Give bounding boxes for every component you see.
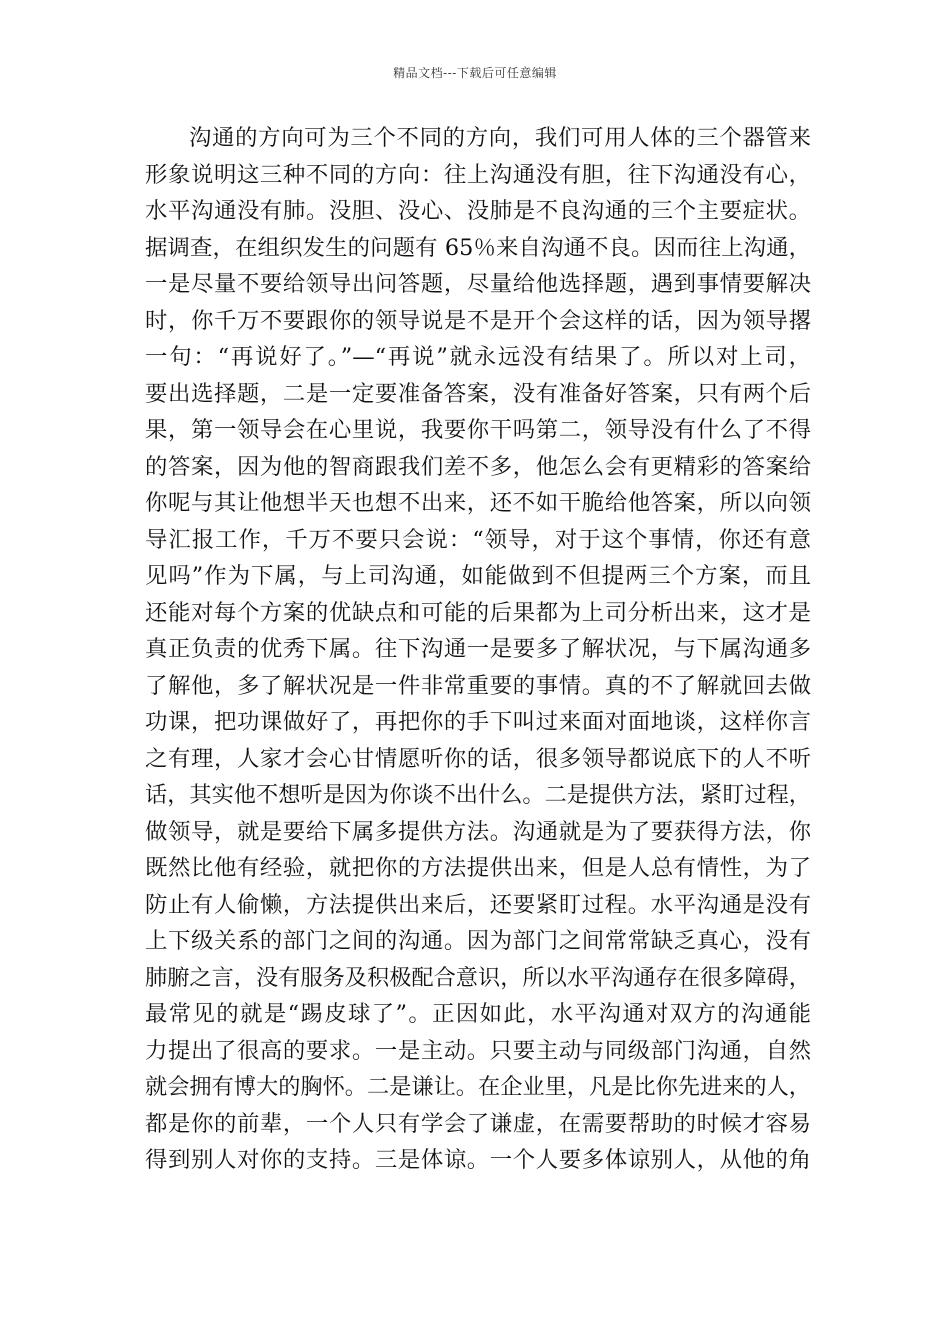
- text-line: 果，第一领导会在心里说，我要你干吗第二，领导没有什么了不得: [145, 417, 811, 443]
- text-line: 形象说明这三种不同的方向：往上沟通没有胆，往下沟通没有心，: [145, 161, 811, 188]
- text-line: 防止有人偷懒，方法提供出来后，还要紧盯过程。水平沟通是没有: [145, 891, 811, 918]
- text-line: 还能对每个方案的优缺点和可能的后果都为上司分析出来，这才是: [145, 599, 811, 626]
- body-paragraph: [145, 120, 811, 1179]
- text-line: 沟通的方向可为三个不同的方向，我们可用人体的三个器管来: [189, 125, 811, 151]
- header-note: 精品文档---下载后可任意编辑: [393, 66, 557, 80]
- text-line: 要出选择题，二是一定要准备答案，没有准备好答案，只有两个后: [145, 380, 811, 407]
- text-line: 就会拥有博大的胸怀。二是谦让。在企业里，凡是比你先进来的人，: [145, 1074, 811, 1100]
- text-line: 力提出了很高的要求。一是主动。只要主动与同级部门沟通，自然: [145, 1037, 811, 1064]
- text-line: 既然比他有经验，就把你的方法提供出来，但是人总有情性，为了: [145, 855, 811, 881]
- text-line: 一句：“再说好了。”—“再说”就永远没有结果了。所以对上司，: [145, 344, 811, 370]
- text-line: 你呢与其让他想半天也想不出来，还不如干脆给他答案，所以向领: [145, 490, 811, 516]
- text-line: 上下级关系的部门之间的沟通。因为部门之间常常缺乏真心，没有: [145, 928, 811, 954]
- text-line: 话，其实他不想听是因为你谈不出什么。二是提供方法，紧盯过程，: [145, 782, 811, 808]
- text-line: 真正负责的优秀下属。往下沟通一是要多了解状况，与下属沟通多: [145, 636, 811, 662]
- text-line: 功课，把功课做好了，再把你的手下叫过来面对面地谈，这样你言: [145, 709, 811, 735]
- text-line: 最常见的就是“踢皮球了”。正因如此，水平沟通对双方的沟通能: [145, 1001, 811, 1027]
- text-line: 之有理，人家才会心甘情愿听你的话，很多领导都说底下的人不听: [145, 745, 811, 772]
- text-line: 都是你的前辈，一个人只有学会了谦虚，在需要帮助的时候才容易: [145, 1110, 811, 1137]
- text-line: 的答案，因为他的智商跟我们差不多，他怎么会有更精彩的答案给: [145, 453, 811, 480]
- text-line: 肺腑之言，没有服务及积极配合意识，所以水平沟通存在很多障碍，: [145, 964, 811, 991]
- text-line: 时，你千万不要跟你的领导说是不是开个会这样的话，因为领导撂: [145, 307, 811, 334]
- text-line: 水平沟通没有肺。没胆、没心、没肺是不良沟通的三个主要症状。: [145, 198, 811, 224]
- text-line: 一是尽量不要给领导出问答题，尽量给他选择题，遇到事情要解决: [145, 271, 811, 297]
- text-line: 了解他，多了解状况是一件非常重要的事情。真的不了解就回去做: [145, 672, 811, 699]
- text-line: 导汇报工作，千万不要只会说：“领导，对于这个事情，你还有意: [145, 526, 811, 553]
- text-line: 见吗”作为下属，与上司沟通，如能做到不但提两三个方案，而且: [145, 563, 811, 589]
- text-line: 据调查，在组织发生的问题有 65％来自沟通不良。因而往上沟通，: [145, 234, 811, 261]
- text-line: 得到别人对你的支持。三是体谅。一个人要多体谅别人，从他的角: [145, 1147, 811, 1173]
- text-line: 做领导，就是要给下属多提供方法。沟通就是为了要获得方法，你: [145, 818, 811, 845]
